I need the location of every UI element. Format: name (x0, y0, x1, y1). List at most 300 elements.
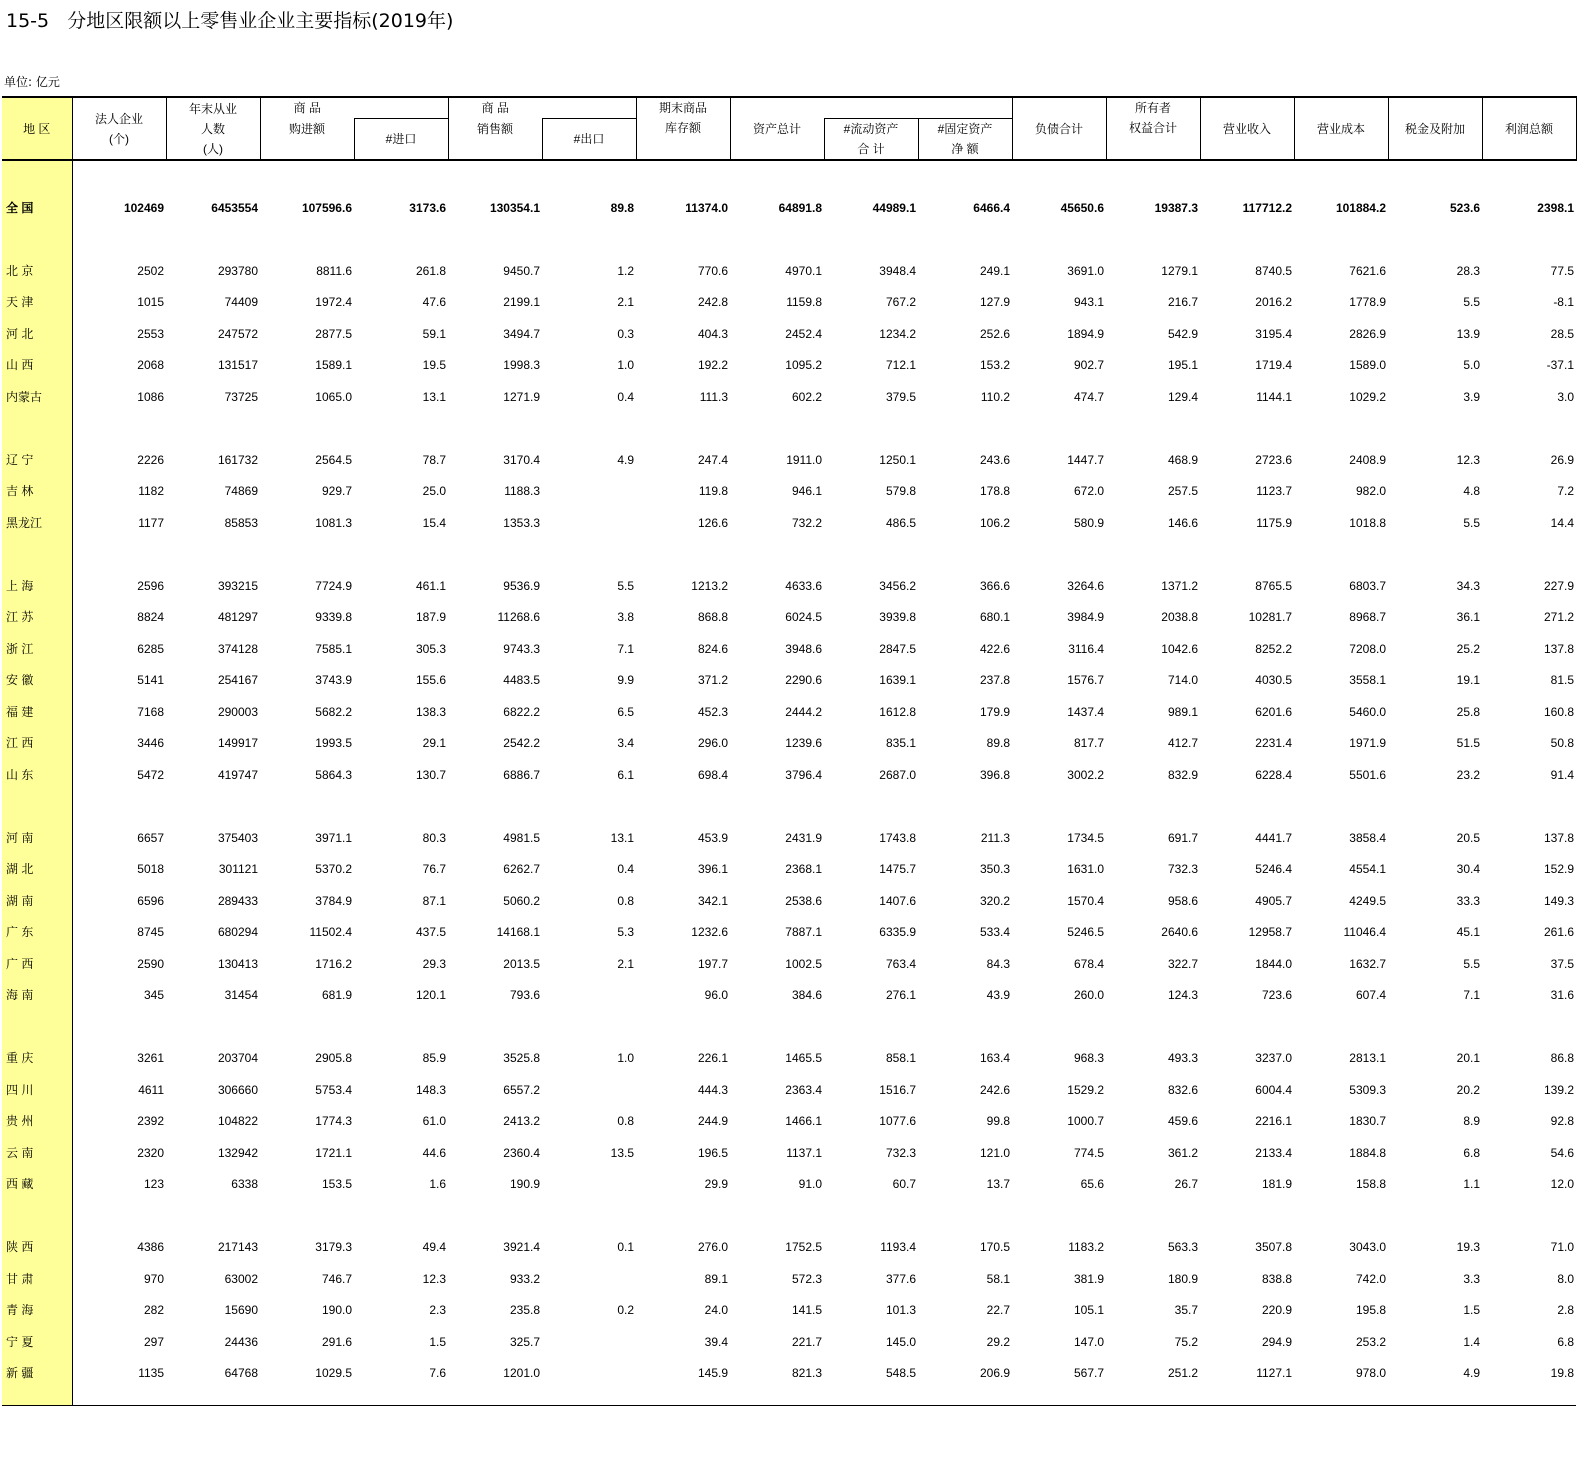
value-cell: 247572 (217, 326, 258, 341)
value-cell (1012, 224, 1106, 256)
header-fixed-assets: #固定资产 净 额 (918, 119, 1012, 161)
value-cell: 26.7 (1174, 1177, 1198, 1191)
region-cell: 陕 西 (2, 1232, 72, 1264)
value-cell (1106, 224, 1200, 256)
value-cell: 0.4 (617, 862, 634, 876)
value-cell (918, 160, 1012, 193)
value-cell: 221.7 (791, 1334, 822, 1349)
value-cell: 3784.9 (315, 893, 352, 908)
value-cell: 2826.9 (1349, 326, 1386, 341)
spacer-row (2, 1390, 1576, 1406)
value-cell: 572.3 (791, 1271, 822, 1286)
value-cell (260, 160, 354, 193)
value-cell: 2413.2 (503, 1114, 540, 1128)
value-cell: 1213.2 (691, 578, 728, 593)
value-cell: 24.0 (704, 1303, 728, 1317)
value-cell: 25.0 (422, 484, 446, 498)
value-cell: 6228.4 (1255, 767, 1292, 782)
value-cell (636, 1012, 730, 1044)
table-row (2, 571, 1576, 603)
value-cell: 276.1 (885, 988, 916, 1002)
value-cell: 1993.5 (315, 736, 352, 750)
value-cell: 7.6 (429, 1366, 446, 1380)
value-cell: 1271.9 (503, 389, 540, 404)
table-row (2, 1264, 1576, 1296)
value-cell: 2360.4 (503, 1145, 540, 1160)
value-cell: 19.8 (1550, 1366, 1574, 1380)
value-cell: 691.7 (1167, 830, 1198, 845)
value-cell (1388, 791, 1482, 823)
value-cell: 1353.3 (503, 515, 540, 530)
value-cell: 131517 (217, 358, 258, 372)
value-cell: 51.5 (1456, 736, 1480, 750)
value-cell (1388, 539, 1482, 571)
value-cell (354, 1201, 448, 1233)
value-cell: 2133.4 (1255, 1145, 1292, 1160)
value-cell: 243.6 (979, 452, 1010, 467)
value-cell: 73725 (224, 389, 258, 404)
value-cell: 77.5 (1550, 263, 1574, 278)
value-cell: 290003 (217, 704, 258, 719)
value-cell: 13.7 (986, 1177, 1010, 1191)
value-cell: 81.5 (1550, 673, 1574, 687)
value-cell: 1144.1 (1256, 389, 1292, 404)
value-cell: 8811.6 (316, 263, 352, 278)
value-cell (1482, 224, 1576, 256)
value-cell: 84.3 (986, 956, 1010, 971)
value-cell: 943.1 (1073, 295, 1104, 309)
value-cell: 1589.0 (1349, 358, 1386, 372)
value-cell: 49.4 (422, 1240, 446, 1254)
value-cell: 412.7 (1167, 736, 1198, 750)
value-cell: 1201.0 (503, 1366, 540, 1380)
value-cell (1482, 1390, 1576, 1406)
value-cell: 25.8 (1456, 704, 1480, 719)
value-cell (730, 1390, 824, 1406)
value-cell: 9.9 (617, 673, 634, 687)
value-cell: 1.1 (1463, 1177, 1480, 1191)
value-cell (448, 539, 542, 571)
value-cell: 45650.6 (1060, 200, 1104, 215)
value-cell: 45.1 (1456, 925, 1480, 939)
value-cell: 253.2 (1355, 1334, 1386, 1349)
header-inventory: 期末商品 库存额 (636, 97, 730, 160)
value-cell: 452.3 (697, 704, 728, 719)
value-cell: 1529.2 (1067, 1082, 1104, 1097)
value-cell (354, 1012, 448, 1044)
value-cell: 301121 (218, 862, 258, 876)
value-cell (1106, 539, 1200, 571)
value-cell: 5.0 (1463, 358, 1480, 372)
value-cell: 723.6 (1261, 988, 1292, 1002)
value-cell (542, 1390, 636, 1406)
value-cell: 7585.1 (315, 641, 352, 656)
value-cell (1012, 1390, 1106, 1406)
value-cell (166, 160, 260, 193)
value-cell: 982.0 (1355, 484, 1386, 498)
value-cell: 1.4 (1463, 1334, 1480, 1349)
value-cell (72, 224, 166, 256)
value-cell (824, 1201, 918, 1233)
value-cell (636, 539, 730, 571)
value-cell: 1015 (137, 295, 164, 309)
value-cell: 127.9 (979, 295, 1010, 309)
value-cell: 249.1 (979, 263, 1010, 278)
value-cell: 6886.7 (503, 767, 540, 782)
value-cell: 216.7 (1167, 295, 1198, 309)
value-cell (354, 224, 448, 256)
value-cell (1482, 539, 1576, 571)
value-cell: 3264.6 (1067, 578, 1104, 593)
header-legal-entities: 法人企业 (个) (72, 97, 166, 160)
table-row (2, 1327, 1576, 1359)
value-cell: 30.4 (1456, 862, 1480, 876)
table-row (2, 980, 1576, 1012)
value-cell (1012, 413, 1106, 445)
value-cell: 36.1 (1456, 610, 1480, 624)
value-cell: 607.4 (1355, 988, 1386, 1002)
header-sales-group: 商 品 (448, 97, 542, 119)
value-cell: 149.3 (1543, 893, 1574, 908)
value-cell: 523.6 (1449, 200, 1480, 215)
value-cell: 5.5 (1463, 956, 1480, 971)
value-cell: 61.0 (422, 1114, 446, 1128)
value-cell: 50.8 (1550, 736, 1574, 750)
value-cell (1294, 791, 1388, 823)
value-cell: 933.2 (509, 1271, 540, 1286)
value-cell: 242.8 (697, 295, 728, 309)
value-cell: 2.1 (617, 295, 634, 309)
value-cell: 404.3 (697, 326, 728, 341)
value-cell: 8824 (137, 610, 164, 624)
value-cell: 9743.3 (503, 641, 540, 656)
header-profit: 利润总额 (1482, 97, 1576, 160)
value-cell: 137.8 (1543, 830, 1574, 845)
value-cell: 817.7 (1073, 736, 1104, 750)
value-cell: 63002 (224, 1271, 258, 1286)
value-cell: 1734.5 (1067, 830, 1104, 845)
value-cell: 1029.5 (315, 1366, 352, 1380)
value-cell: 11268.6 (497, 610, 540, 624)
table-row (2, 949, 1576, 981)
value-cell (918, 224, 1012, 256)
value-cell: 87.1 (422, 893, 446, 908)
value-cell: 2687.0 (879, 767, 916, 782)
value-cell: 123 (143, 1177, 164, 1191)
value-cell (824, 160, 918, 193)
value-cell (542, 1327, 636, 1359)
value-cell: 289433 (217, 893, 258, 908)
value-cell: 5.3 (617, 925, 634, 939)
table-header (2, 97, 1576, 160)
value-cell: 1042.6 (1161, 641, 1198, 656)
value-cell: 10281.7 (1248, 610, 1292, 624)
value-cell (730, 160, 824, 193)
value-cell: 1279.1 (1161, 263, 1198, 278)
value-cell: 459.6 (1167, 1114, 1198, 1128)
value-cell: 1127.1 (1256, 1366, 1292, 1380)
value-cell (72, 791, 166, 823)
value-cell: 3507.8 (1255, 1240, 1292, 1254)
value-cell (542, 1075, 636, 1107)
value-cell (1294, 1201, 1388, 1233)
value-cell: 6335.9 (879, 925, 916, 939)
value-cell: 3237.0 (1255, 1051, 1292, 1065)
value-cell: 160.8 (1543, 704, 1574, 719)
value-cell (260, 413, 354, 445)
table-row (2, 697, 1576, 729)
value-cell: 148.3 (415, 1082, 446, 1097)
value-cell: 838.8 (1261, 1271, 1292, 1286)
value-cell: 1516.7 (879, 1082, 916, 1097)
value-cell: 0.8 (617, 893, 634, 908)
value-cell (824, 224, 918, 256)
value-cell: 978.0 (1355, 1366, 1386, 1380)
value-cell: 1612.8 (879, 704, 916, 719)
value-cell: 85.9 (422, 1051, 446, 1065)
value-cell (1200, 160, 1294, 193)
table-row (2, 350, 1576, 382)
value-cell: 252.6 (979, 326, 1010, 341)
table-body (2, 160, 1576, 1405)
value-cell: 1234.2 (879, 326, 916, 341)
value-cell: 3002.2 (1067, 767, 1104, 782)
value-cell: 15690 (224, 1303, 258, 1317)
value-cell: 11374.0 (685, 200, 728, 215)
value-cell (1106, 413, 1200, 445)
value-cell: 379.5 (885, 389, 916, 404)
value-cell: 6004.4 (1255, 1082, 1292, 1097)
value-cell: 85853 (224, 515, 258, 530)
value-cell: 29.3 (422, 956, 446, 971)
value-cell: 0.3 (617, 326, 634, 341)
value-cell: 3939.8 (879, 610, 916, 624)
region-cell: 江 苏 (2, 602, 72, 634)
value-cell (636, 413, 730, 445)
value-cell: 1437.4 (1067, 704, 1104, 719)
value-cell: 2553 (137, 326, 164, 341)
value-cell: 1232.6 (691, 925, 728, 939)
value-cell: 3.3 (1463, 1271, 1480, 1286)
region-cell: 浙 江 (2, 634, 72, 666)
value-cell (730, 539, 824, 571)
value-cell: 13.5 (610, 1145, 634, 1160)
value-cell: 28.5 (1550, 326, 1574, 341)
region-cell: 辽 宁 (2, 445, 72, 477)
value-cell: 7887.1 (785, 925, 822, 939)
value-cell: 163.4 (979, 1051, 1010, 1065)
value-cell (542, 1264, 636, 1296)
table-row (2, 1043, 1576, 1075)
value-cell: 3796.4 (785, 767, 822, 782)
value-cell: 1135 (138, 1366, 164, 1380)
value-cell (448, 1390, 542, 1406)
value-cell: 2.8 (1557, 1303, 1574, 1317)
value-cell (542, 539, 636, 571)
value-cell: 271.2 (1543, 610, 1574, 624)
value-cell: 1250.1 (879, 452, 916, 467)
header-exports: #出口 (542, 119, 636, 161)
value-cell: 130354.1 (489, 200, 540, 215)
table-row (2, 1106, 1576, 1138)
value-cell (166, 224, 260, 256)
value-cell: 9339.8 (315, 610, 352, 624)
value-cell: 3494.7 (503, 326, 540, 341)
value-cell: 3195.4 (1255, 326, 1292, 341)
value-cell: 8.0 (1557, 1271, 1574, 1286)
value-cell: 493.3 (1167, 1051, 1198, 1065)
value-cell: 86.8 (1550, 1051, 1574, 1065)
value-cell: 1.0 (617, 358, 634, 372)
table-row (2, 382, 1576, 414)
value-cell: 422.6 (979, 641, 1010, 656)
value-cell: 2542.2 (503, 736, 540, 750)
value-cell: 6657 (137, 830, 164, 845)
value-cell: 3.8 (617, 610, 634, 624)
table-row (2, 1075, 1576, 1107)
value-cell: 74409 (224, 295, 258, 309)
value-cell: 322.7 (1167, 956, 1198, 971)
value-cell: 5.5 (1463, 515, 1480, 530)
value-cell: 474.7 (1073, 389, 1104, 404)
value-cell: 141.5 (791, 1303, 822, 1317)
value-cell: 2452.4 (785, 326, 822, 341)
region-cell: 贵 州 (2, 1106, 72, 1138)
spacer-row (2, 539, 1576, 571)
value-cell (1294, 1012, 1388, 1044)
value-cell: 4981.5 (503, 830, 540, 845)
value-cell: 5309.3 (1349, 1082, 1386, 1097)
value-cell: 192.2 (697, 358, 728, 372)
value-cell: 2877.5 (315, 326, 352, 341)
value-cell: 2444.2 (785, 704, 822, 719)
value-cell: 13.1 (610, 830, 634, 845)
value-cell (1200, 1012, 1294, 1044)
value-cell: 19.3 (1456, 1240, 1480, 1254)
value-cell: 2905.8 (315, 1051, 352, 1065)
value-cell: 1631.0 (1067, 862, 1104, 876)
value-cell: 1570.4 (1067, 893, 1104, 908)
region-cell: 山 东 (2, 760, 72, 792)
value-cell (918, 539, 1012, 571)
value-cell: 7.2 (1557, 484, 1574, 498)
value-cell (1106, 791, 1200, 823)
region-cell (2, 224, 72, 256)
value-cell (166, 791, 260, 823)
region-cell: 内蒙古 (2, 382, 72, 414)
value-cell: 31.6 (1550, 988, 1574, 1002)
value-cell: 12.3 (422, 1271, 446, 1286)
value-cell (1106, 1012, 1200, 1044)
value-cell: 137.8 (1543, 641, 1574, 656)
value-cell: 929.7 (321, 484, 352, 498)
value-cell: 6024.5 (785, 610, 822, 624)
value-cell: 7724.9 (315, 578, 352, 593)
region-cell: 河 北 (2, 319, 72, 351)
value-cell (448, 791, 542, 823)
value-cell: 33.3 (1456, 893, 1480, 908)
value-cell: 13.1 (422, 389, 446, 404)
value-cell: 3179.3 (315, 1240, 352, 1254)
value-cell (260, 224, 354, 256)
value-cell: 39.4 (704, 1334, 728, 1349)
value-cell (1388, 224, 1482, 256)
value-cell: 2231.4 (1255, 736, 1292, 750)
value-cell: 105.1 (1073, 1303, 1104, 1317)
value-cell: 1188.3 (504, 484, 540, 498)
spacer-row (2, 1012, 1576, 1044)
value-cell: 251.2 (1167, 1366, 1198, 1380)
region-cell: 湖 南 (2, 886, 72, 918)
region-cell: 山 西 (2, 350, 72, 382)
header-assets-fill-1 (824, 97, 918, 119)
value-cell (354, 539, 448, 571)
value-cell: 121.0 (979, 1145, 1010, 1160)
value-cell: 180.9 (1167, 1271, 1198, 1286)
value-cell: 680.1 (979, 610, 1010, 624)
value-cell: 195.8 (1355, 1303, 1386, 1317)
value-cell: 257.5 (1167, 484, 1198, 498)
value-cell: 6803.7 (1349, 578, 1386, 593)
table-row (2, 665, 1576, 697)
value-cell: 1000.7 (1067, 1114, 1104, 1128)
value-cell (448, 413, 542, 445)
value-cell: 28.3 (1456, 263, 1480, 278)
value-cell: 774.5 (1073, 1145, 1104, 1160)
value-cell: 396.8 (979, 767, 1010, 782)
value-cell: 1123.7 (1256, 484, 1292, 498)
value-cell: 5370.2 (315, 862, 352, 876)
value-cell (448, 160, 542, 193)
value-cell: 282 (143, 1303, 164, 1317)
value-cell (824, 1390, 918, 1406)
value-cell (72, 1390, 166, 1406)
value-cell: 5060.2 (503, 893, 540, 908)
value-cell: 64891.8 (778, 200, 822, 215)
value-cell: 19.1 (1456, 673, 1480, 687)
value-cell: 3743.9 (315, 673, 352, 687)
value-cell: 832.9 (1167, 767, 1198, 782)
value-cell: 3948.4 (879, 263, 916, 278)
value-cell: 6285 (137, 641, 164, 656)
value-cell (636, 1201, 730, 1233)
value-cell: 149917 (217, 736, 258, 750)
value-cell: 8765.5 (1255, 578, 1292, 593)
value-cell (636, 791, 730, 823)
table-row (2, 256, 1576, 288)
value-cell: 4554.1 (1349, 862, 1386, 876)
value-cell: 6557.2 (503, 1082, 540, 1097)
region-cell: 全 国 (2, 193, 72, 225)
value-cell: 14168.1 (496, 925, 540, 939)
value-cell: 12.0 (1550, 1177, 1574, 1191)
header-region: 地 区 (2, 97, 72, 160)
value-cell: 548.5 (885, 1366, 916, 1380)
value-cell: 1177 (138, 515, 164, 530)
value-cell: 99.8 (986, 1114, 1010, 1128)
value-cell: 26.9 (1550, 452, 1574, 467)
header-purchases-group: 商 品 (260, 97, 354, 119)
region-cell: 黑龙江 (2, 508, 72, 540)
value-cell: 29.2 (986, 1334, 1010, 1349)
value-cell: 203704 (217, 1051, 258, 1065)
value-cell (1294, 160, 1388, 193)
value-cell: 20.2 (1456, 1082, 1480, 1097)
value-cell: 1193.4 (880, 1240, 916, 1254)
value-cell: 989.1 (1167, 704, 1198, 719)
value-cell: 8.9 (1463, 1114, 1480, 1128)
value-cell: 1081.3 (315, 515, 352, 530)
